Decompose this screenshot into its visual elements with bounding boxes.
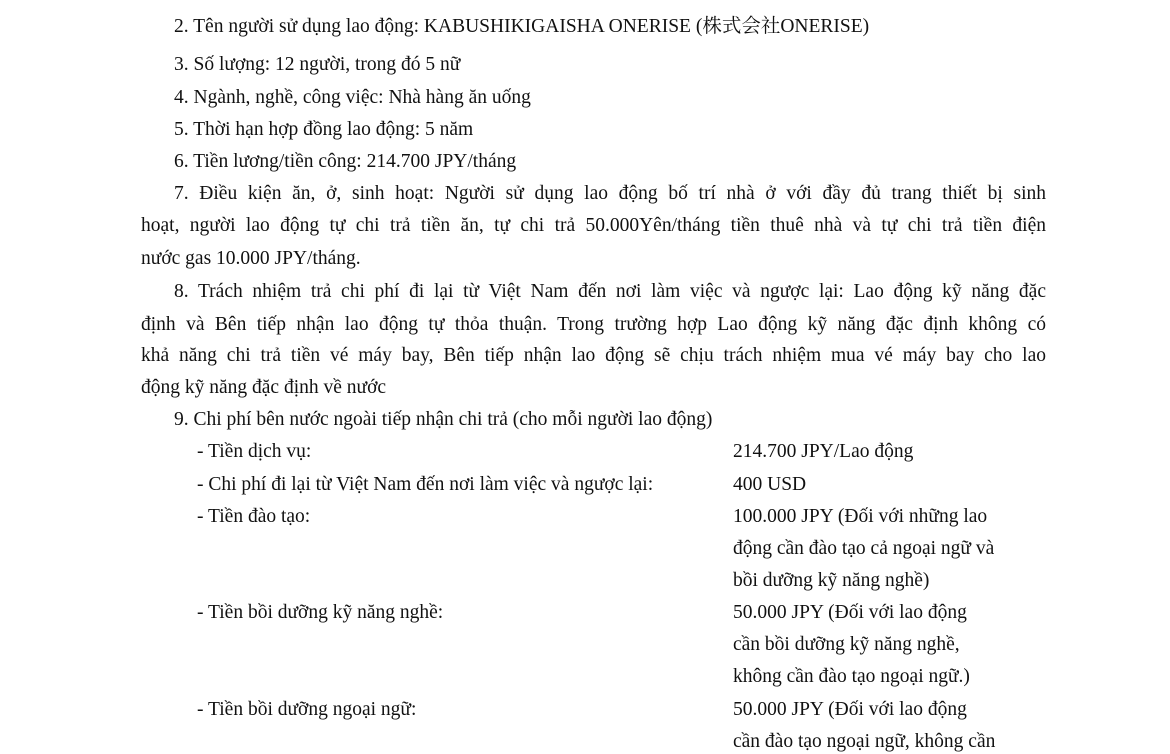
cost-training-value-line-3: bồi dưỡng kỹ năng nghề) bbox=[733, 570, 930, 591]
cost-skills-label: - Tiền bồi dưỡng kỹ năng nghề: bbox=[197, 602, 444, 623]
item-8-line-3: khả năng chi trả tiền vé máy bay, Bên tiếp nhận lao động sẽ chịu trách nhiệm mua vé máy bay cho lao bbox=[141, 345, 1046, 366]
cost-travel-value: 400 USD bbox=[733, 474, 807, 495]
item-8-line-1: 8. Trách nhiệm trả chi phí đi lại từ Việt Nam đến nơi làm việc và ngược lại: Lao động kỹ năng đặc bbox=[174, 281, 1046, 302]
cost-training-value-line-2: động cần đào tạo cả ngoại ngữ và bbox=[733, 538, 995, 559]
item-7-line-2: hoạt, người lao động tự chi trả tiền ăn, tự chi trả 50.000Yên/tháng tiền thuê nhà và tự chi trả tiền điện bbox=[141, 215, 1046, 236]
item-8-line-2: định và Bên tiếp nhận lao động tự thỏa thuận. Trong trường hợp Lao động kỹ năng đặc định không có bbox=[141, 314, 1046, 335]
item-7-line-1: 7. Điều kiện ăn, ở, sinh hoạt: Người sử dụng lao động bố trí nhà ở với đầy đủ trang thiết bị sinh bbox=[174, 183, 1046, 204]
cost-service-label: - Tiền dịch vụ: bbox=[197, 441, 312, 462]
cost-skills-value-line-3: không cần đào tạo ngoại ngữ.) bbox=[733, 666, 970, 687]
cost-training-value-line-1: 100.000 JPY (Đối với những lao bbox=[733, 506, 988, 527]
cost-training-label: - Tiền đào tạo: bbox=[197, 506, 311, 527]
cost-language-label: - Tiền bồi dưỡng ngoại ngữ: bbox=[197, 699, 417, 720]
cost-skills-value-line-2: cần bồi dưỡng kỹ năng nghề, bbox=[733, 634, 960, 655]
item-5-contract-term: 5. Thời hạn hợp đồng lao động: 5 năm bbox=[174, 119, 474, 140]
item-3-quantity: 3. Số lượng: 12 người, trong đó 5 nữ bbox=[174, 54, 461, 75]
item-4-occupation: 4. Ngành, nghề, công việc: Nhà hàng ăn uống bbox=[174, 87, 531, 108]
cost-language-value-line-1: 50.000 JPY (Đối với lao động bbox=[733, 699, 967, 720]
cost-language-value-line-2: cần đào tạo ngoại ngữ, không cần bbox=[733, 731, 996, 752]
item-2-employer: 2. Tên người sử dụng lao động: KABUSHIKIGAISHA ONERISE (株式会社ONERISE) bbox=[174, 16, 870, 37]
item-9-costs-heading: 9. Chi phí bên nước ngoài tiếp nhận chi trả (cho mỗi người lao động) bbox=[174, 409, 713, 430]
item-6-salary: 6. Tiền lương/tiền công: 214.700 JPY/tháng bbox=[174, 151, 517, 172]
item-7-line-3: nước gas 10.000 JPY/tháng. bbox=[141, 248, 361, 269]
cost-service-value: 214.700 JPY/Lao động bbox=[733, 441, 914, 462]
item-8-line-4: động kỹ năng đặc định về nước bbox=[141, 377, 387, 398]
cost-travel-label: - Chi phí đi lại từ Việt Nam đến nơi làm việc và ngược lại: bbox=[197, 474, 654, 495]
cost-skills-value-line-1: 50.000 JPY (Đối với lao động bbox=[733, 602, 967, 623]
